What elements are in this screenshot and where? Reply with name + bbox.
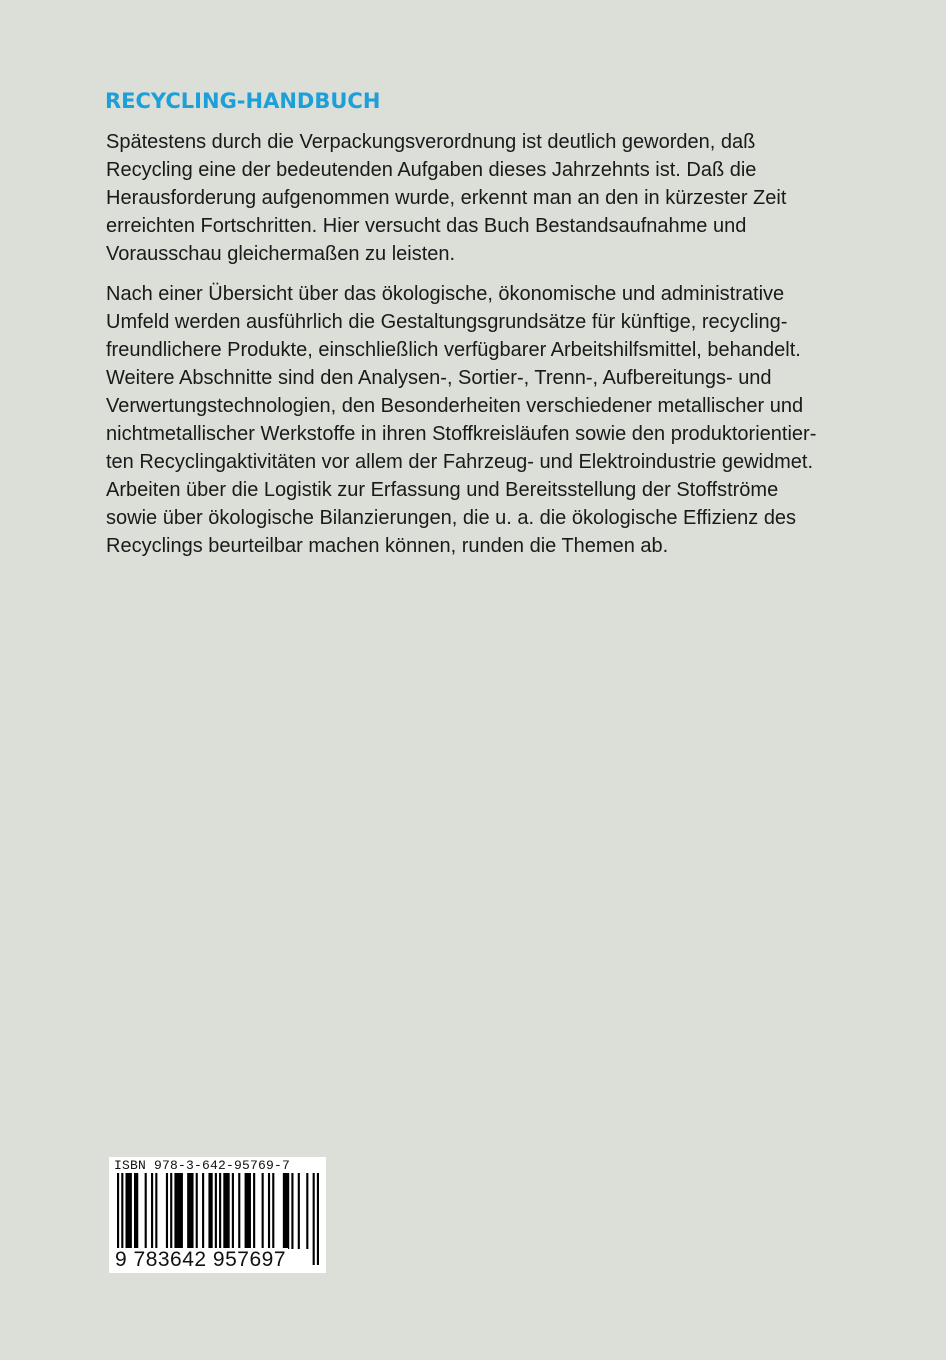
blurb-paragraph-2: Nach einer Übersicht über das ökologische, ökonomische und administrative Umfeld werden ausführlich die Gestaltungsgrundsätze für künftige, recycling- freundlichere Produkte, einschließlich verfügbarer Arbeitshilfsmittel, behandelt. Weitere Abschnitte sind den Analysen-, Sortier-, Trenn-, Aufbereitungs- und Verwertungstechnologien, den Besonderheiten verschiedener metallischer und nichtmetallischer Werkstoffe in ihren Stoffkreisläufen sowie den produktorientier- ten Recyclingaktivitäten vor allem der Fahrzeug- und Elektroindustrie gewidmet. Arbeiten über die Logistik zur Erfassung und Bereitsstellung der Stoffströme sowie über ökologische Bilanzierungen, die u. a. die ökologische Effizienz des Recyclings beurteilbar machen können, runden die Themen ab. bbox=[106, 283, 817, 557]
barcode-bar bbox=[262, 1173, 264, 1249]
barcode-bar bbox=[223, 1173, 229, 1249]
barcode-bar bbox=[155, 1173, 157, 1249]
barcode-bar bbox=[202, 1173, 204, 1249]
barcode-bar bbox=[208, 1173, 212, 1249]
barcode-bar bbox=[245, 1173, 251, 1249]
barcode-bar bbox=[268, 1173, 270, 1249]
barcode-bar bbox=[151, 1173, 153, 1249]
barcode-bar bbox=[134, 1173, 138, 1249]
barcode-guard-bar bbox=[313, 1173, 315, 1265]
barcode-bar bbox=[306, 1173, 308, 1249]
barcode-bar bbox=[253, 1173, 255, 1249]
barcode-bar bbox=[283, 1173, 289, 1249]
ean-digits: 9 783642 957697 bbox=[115, 1248, 286, 1271]
barcode-bar bbox=[170, 1173, 172, 1249]
barcode-bar bbox=[272, 1173, 274, 1249]
isbn-barcode bbox=[109, 1157, 326, 1273]
barcode-bar bbox=[196, 1173, 198, 1249]
blurb-paragraph-1: Spätestens durch die Verpackungsverordnung ist deutlich geworden, daß Recycling eine der bedeutenden Aufgaben dieses Jahrzehnts ist. Daß die Herausforderung aufgenommen wurde, erkennt man an den in kürzester Zeit erreichten Fortschritten. Hier versucht das Buch Bestandsaufnahme und Vorausschau gleichermaßen zu leisten. bbox=[106, 131, 787, 265]
barcode-bar bbox=[145, 1173, 147, 1249]
book-title: RECYCLING-HANDBUCH bbox=[105, 89, 381, 113]
barcode-bar bbox=[174, 1173, 183, 1249]
barcode-bar bbox=[187, 1173, 193, 1249]
barcode-bar bbox=[291, 1173, 293, 1249]
barcode-bar bbox=[298, 1173, 300, 1249]
barcode-bar bbox=[238, 1173, 240, 1249]
barcode-bar bbox=[166, 1173, 168, 1249]
barcode-bar bbox=[126, 1173, 132, 1249]
barcode-bar bbox=[232, 1173, 234, 1249]
isbn-label: ISBN 978-3-642-95769-7 bbox=[114, 1158, 291, 1173]
barcode-guard-bar bbox=[317, 1173, 319, 1265]
